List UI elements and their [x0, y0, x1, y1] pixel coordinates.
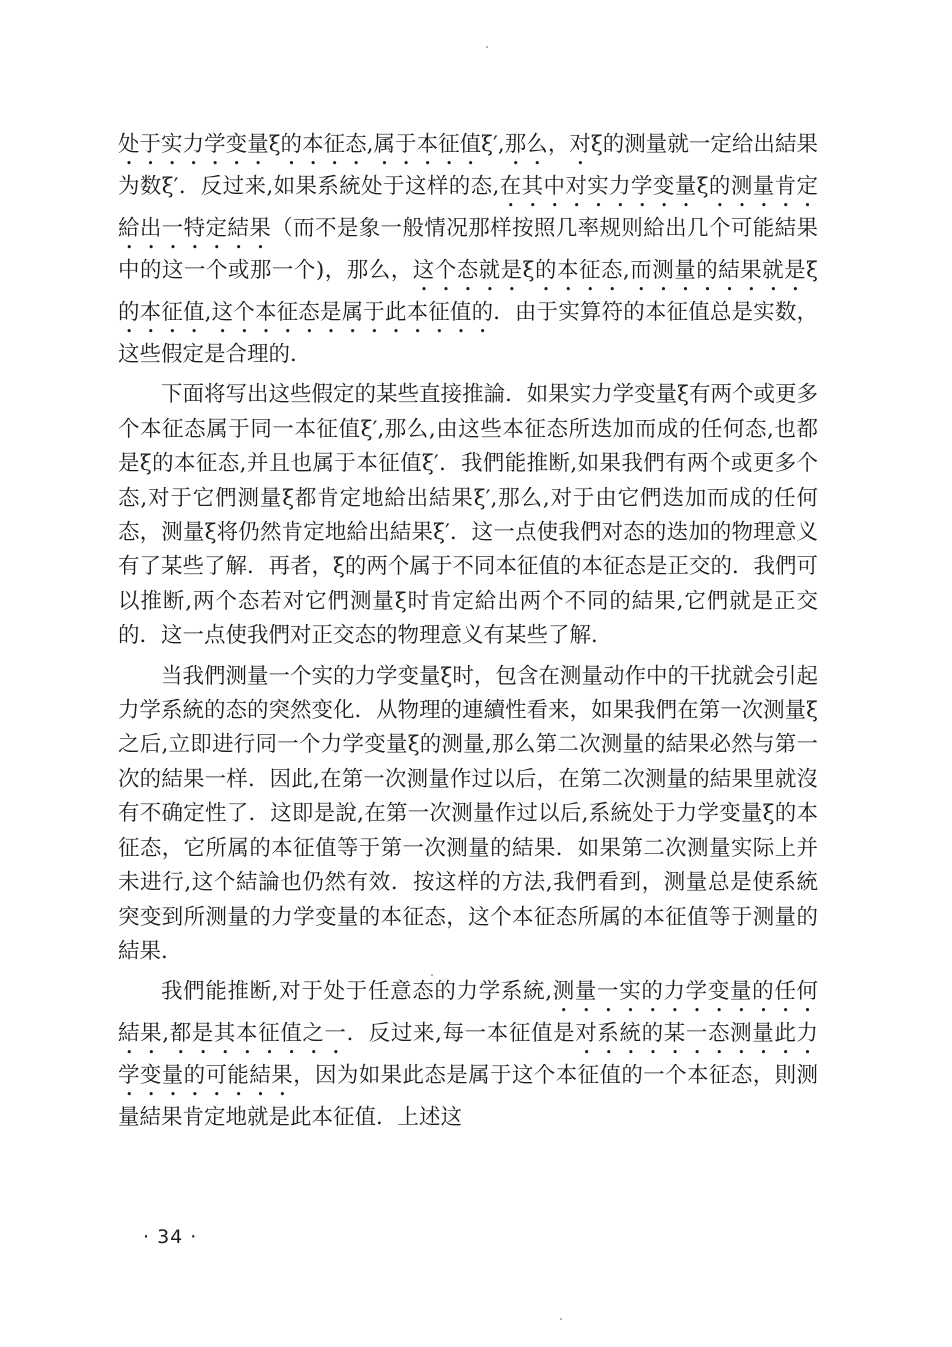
scan-speck	[486, 46, 488, 48]
page-body	[118, 128, 818, 1136]
page-number: · 34 ·	[143, 1226, 198, 1248]
paragraph-2: 下面将写出这些假定的某些直接推論．如果实力学变量ξ有两个或更多个本征态属于同一本征值ξ′,那么,由这些本征态所迭加而成的任何态,也都是ξ的本征态,并且也属于本征值ξ′．我們能推断,如果我們有两个或更多个态,对于它們测量ξ都肯定地給出結果ξ′,那么,对于由它們迭加而成的任何态，测量ξ将仍然肯定地給出結果ξ′．这一点使我們对态的迭加的物理意义有了某些了解．再者，ξ的两个属于不同本征值的本征态是正交的．我們可以推断,两个态若对它們测量ξ时肯定給出两个不同的結果,它們就是正交的．这一点使我們对正交态的物理意义有某些了解．	[118, 382, 818, 649]
paragraph-4: 我們能推断,对于处于任意态的力学系統,测量一实的力学变量的任何結果,都是其本征值之一．反过来,每一本征值是对系統的某一态测量此力学变量的可能結果，因为如果此态是属于这个本征值的一个本征态，則测量結果肯定地就是此本征值．上述这	[118, 979, 818, 1131]
scan-speck	[431, 974, 433, 976]
paragraph-3: 当我們测量一个实的力学变量ξ时，包含在测量动作中的干扰就会引起力学系統的态的突然变化．从物理的連續性看来，如果我們在第一次测量ξ之后,立即进行同一个力学变量ξ的测量,那么第二次测量的結果必然与第一次的結果一样．因此,在第一次测量作过以后，在第二次测量的結果里就沒有不确定性了．这即是說,在第一次测量作过以后,系統处于力学变量ξ的本征态，它所属的本征值等于第一次测量的結果．如果第二次测量实际上并未进行,这个結論也仍然有效．按这样的方法,我們看到，测量总是使系統突变到所测量的力学变量的本征态，这个本征态所属的本征值等于测量的結果．	[118, 663, 818, 964]
scan-speck	[560, 1318, 562, 1320]
paragraph-1: 处于实力学变量ξ的本征态,属于本征值ξ′,那么，对ξ的测量就一定给出結果为数ξ′．反过来,如果系統处于这样的态,在其中对实力学变量ξ的测量肯定給出一特定結果（而不是象一般情况那样按照几率规则給出几个可能結果中的这一个或那一个)，那么，这个态就是ξ的本征态,而测量的結果就是ξ的本征值,这个本征态是属于此本征值的．由于实算符的本征值总是实数，这些假定是合理的．	[118, 132, 818, 367]
